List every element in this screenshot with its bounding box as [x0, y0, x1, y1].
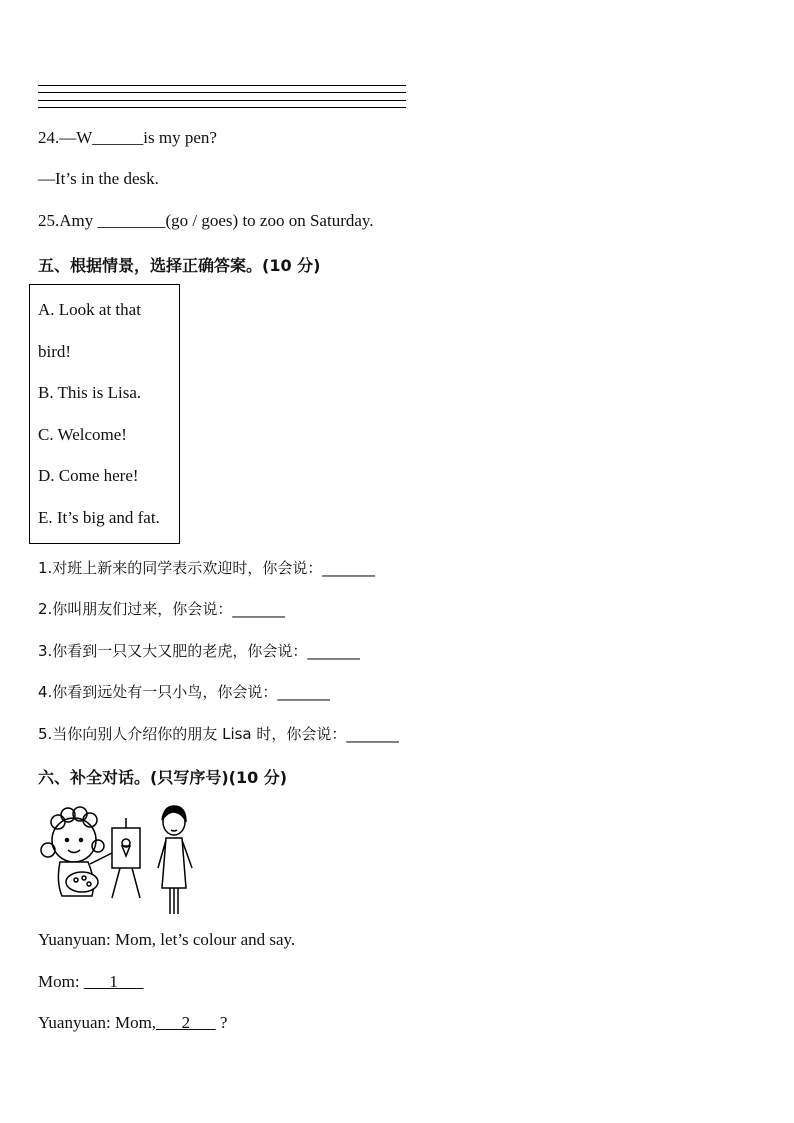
options-box — [29, 284, 180, 544]
dialogue-line-1 — [38, 930, 295, 950]
answer-line — [38, 92, 406, 93]
dialogue-line-3 — [38, 1013, 227, 1033]
blank-2: ___2___ — [156, 1013, 216, 1032]
question-mark: ? — [219, 1013, 228, 1032]
question-24-line2: —It’s in the desk. — [38, 169, 159, 188]
question-5: 5.当你向别人介绍你的朋友 Lisa 时，你会说：_______ — [38, 725, 399, 743]
blank-1: ___1___ — [83, 972, 144, 991]
section-5-title: 五、根据情景，选择正确答案。(10 分) — [38, 256, 321, 275]
girl-painting-and-mom-icon — [36, 798, 201, 918]
question-2: 2.你叫朋友们过来，你会说：_______ — [38, 600, 285, 618]
answer-line — [38, 85, 406, 86]
question-4: 4.你看到远处有一只小鸟，你会说：_______ — [38, 683, 330, 701]
dialogue-text: Mom, let’s colour and say. — [114, 930, 296, 949]
speaker-mom: Mom: — [38, 972, 80, 991]
answer-line — [38, 100, 406, 101]
option-b: B. This is Lisa. — [38, 383, 142, 402]
option-a: A. Look at that — [38, 300, 141, 319]
question-1: 1.对班上新来的同学表示欢迎时，你会说：_______ — [38, 559, 375, 577]
option-e: E. It’s big and fat. — [38, 508, 160, 527]
speaker-yuanyuan: Yuanyuan: — [38, 930, 111, 949]
option-a-cont: bird! — [38, 342, 72, 361]
dialogue-text: Mom, — [114, 1013, 157, 1032]
speaker-yuanyuan: Yuanyuan: — [38, 1013, 111, 1032]
question-3: 3.你看到一只又大又肥的老虎，你会说：_______ — [38, 642, 360, 660]
option-d: D. Come here! — [38, 466, 139, 485]
answer-line — [38, 107, 406, 108]
question-24-line1: 24.—W______is my pen? — [38, 128, 217, 147]
option-c: C. Welcome! — [38, 425, 127, 444]
dialogue-line-2 — [38, 972, 143, 992]
question-25: 25.Amy ________(go / goes) to zoo on Saturday. — [38, 211, 374, 230]
section-6-title: 六、补全对话。(只写序号)(10 分) — [38, 768, 288, 787]
